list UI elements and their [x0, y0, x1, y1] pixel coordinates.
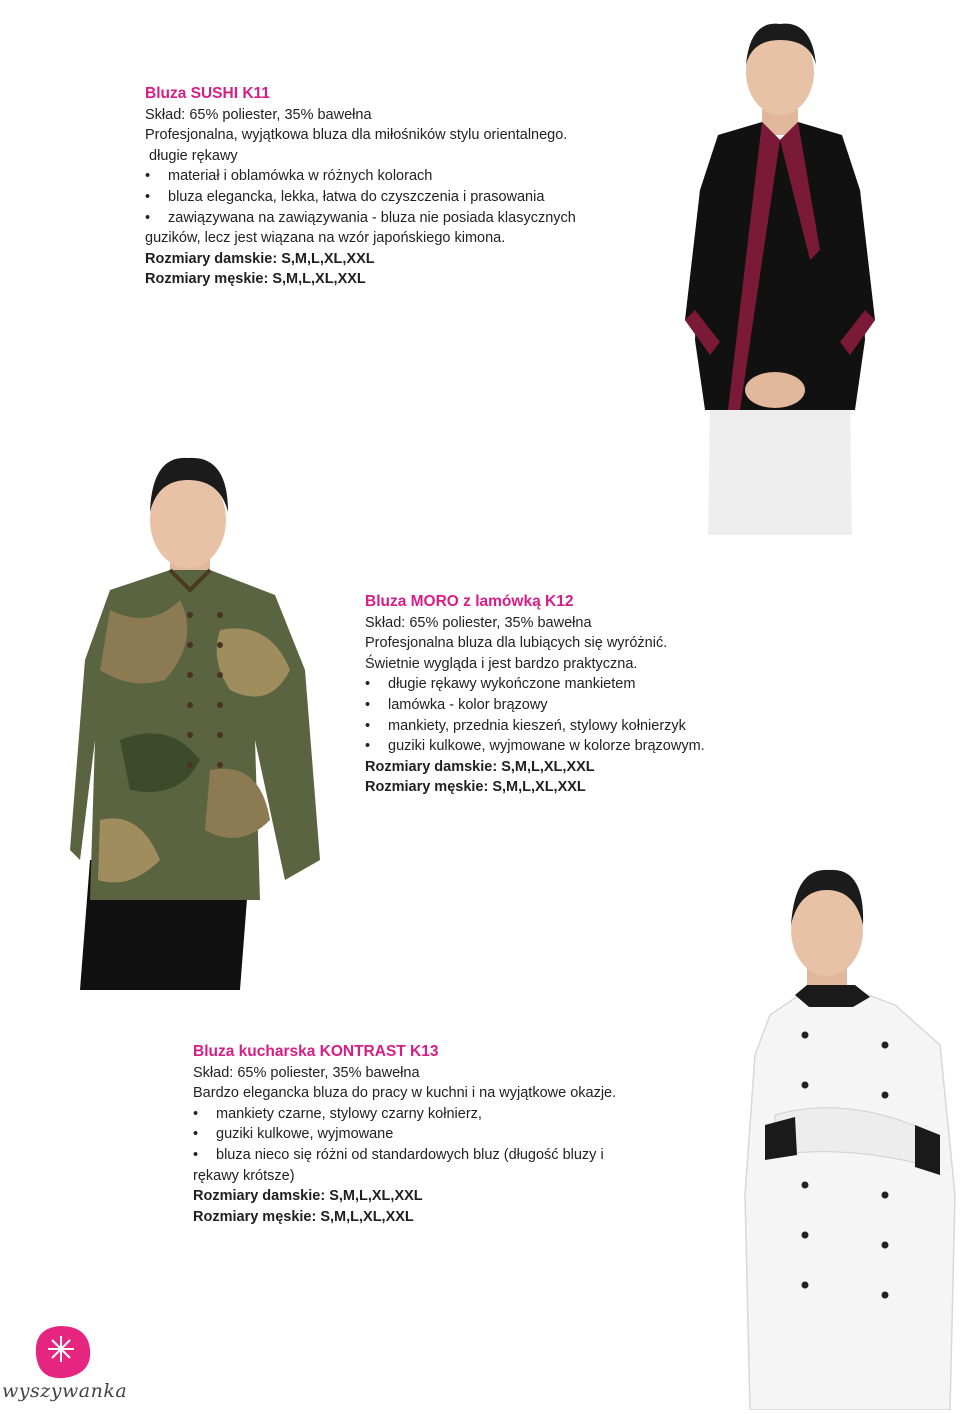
description: Świetnie wygląda i jest bardzo praktyczna.: [365, 655, 638, 672]
feature-list: [193, 1104, 713, 1166]
product-photo-sushi: [680, 10, 880, 535]
composition: Skład: 65% poliester, 35% bawełna: [193, 1064, 420, 1081]
product-moro: [365, 592, 885, 798]
feature-list: [145, 166, 665, 228]
composition: Skład: 65% poliester, 35% bawełna: [145, 106, 372, 123]
brand-logo: [0, 1322, 128, 1412]
feature-continuation: guzików, lecz jest wiązana na wzór japońskiego kimona.: [145, 230, 506, 247]
description: Profesjonalna, wyjątkowa bluza dla miłośników stylu orientalnego.: [145, 127, 568, 144]
feature-item: • guziki kulkowe, wyjmowane: [193, 1124, 713, 1145]
sizes-men: Rozmiary męskie: S,M,L,XL,XXL: [193, 1208, 414, 1225]
product-title: Bluza MORO z lamówką K12: [365, 593, 574, 610]
sizes-women: Rozmiary damskie: S,M,L,XL,XXL: [145, 250, 375, 267]
feature-line: długie rękawy: [145, 147, 238, 164]
product-photo-moro: [70, 440, 330, 990]
feature-continuation: rękawy krótsze): [193, 1167, 295, 1184]
sizes-women: Rozmiary damskie: S,M,L,XL,XXL: [365, 758, 595, 775]
logo-pincushion-icon: [28, 1322, 98, 1382]
sizes-men: Rozmiary męskie: S,M,L,XL,XXL: [365, 779, 586, 796]
product-title: Bluza kucharska KONTRAST K13: [193, 1043, 439, 1060]
sizes-women: Rozmiary damskie: S,M,L,XL,XXL: [193, 1188, 423, 1205]
feature-item: • mankiety czarne, stylowy czarny kołnierz,: [193, 1104, 713, 1125]
feature-item: • zawiązywana na zawiązywania - bluza nie posiada klasycznych: [145, 208, 665, 229]
feature-item: • materiał i oblamówka w różnych kolorach: [145, 166, 665, 187]
feature-list: [365, 674, 885, 756]
description: Bardzo elegancka bluza do pracy w kuchni i na wyjątkowe okazje.: [193, 1085, 617, 1102]
sizes-men: Rozmiary męskie: S,M,L,XL,XXL: [145, 271, 366, 288]
description: Profesjonalna bluza dla lubiących się wyróżnić.: [365, 635, 668, 652]
feature-item: • bluza elegancka, lekka, łatwa do czyszczenia i prasowania: [145, 187, 665, 208]
composition: Skład: 65% poliester, 35% bawełna: [365, 614, 592, 631]
product-sushi: [145, 84, 665, 290]
product-title: Bluza SUSHI K11: [145, 85, 270, 102]
feature-item: • mankiety, przednia kieszeń, stylowy kołnierzyk: [365, 716, 885, 737]
logo-text: wyszywanka: [2, 1380, 128, 1402]
product-photo-kontrast: [735, 855, 960, 1410]
feature-item: • lamówka - kolor brązowy: [365, 695, 885, 716]
feature-item: • guziki kulkowe, wyjmowane w kolorze brązowym.: [365, 736, 885, 757]
product-kontrast: [193, 1042, 713, 1227]
feature-item: • bluza nieco się różni od standardowych bluz (długość bluzy i: [193, 1145, 713, 1166]
feature-item: • długie rękawy wykończone mankietem: [365, 674, 885, 695]
